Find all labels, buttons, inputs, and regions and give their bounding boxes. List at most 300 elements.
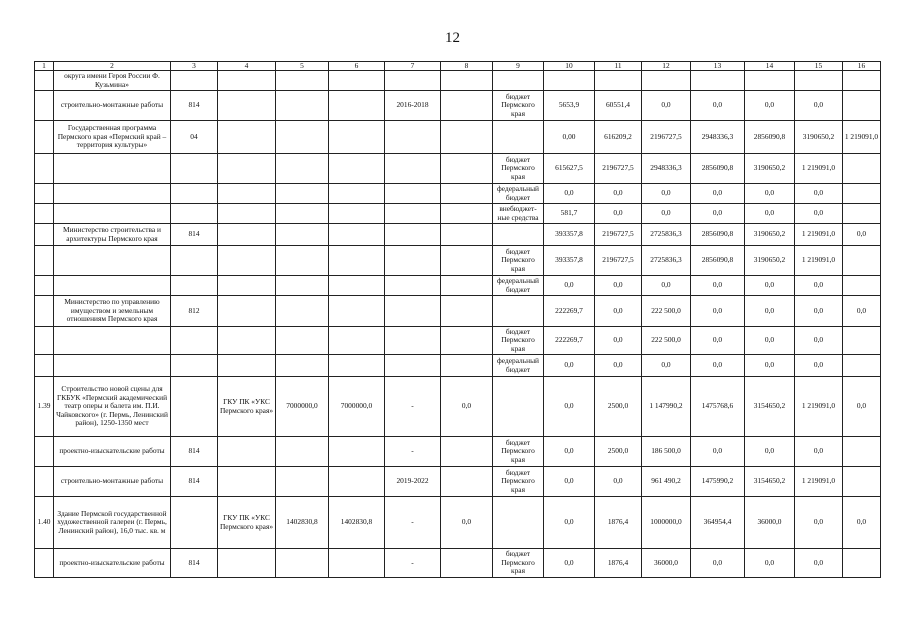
table-cell: 0,0 — [691, 276, 745, 296]
table-cell — [329, 121, 385, 154]
table-cell — [329, 91, 385, 121]
table-cell — [385, 204, 441, 224]
header-cell: 10 — [544, 62, 595, 71]
table-row — [35, 91, 881, 121]
table-cell — [441, 355, 493, 377]
table-cell — [171, 327, 218, 355]
table-cell: 0,0 — [795, 437, 843, 467]
header-cell: 14 — [745, 62, 795, 71]
table-cell: 0,0 — [691, 549, 745, 578]
table-row — [35, 276, 881, 296]
table-cell: 7000000,0 — [276, 377, 329, 437]
table-cell — [276, 91, 329, 121]
table-cell: 0,0 — [544, 437, 595, 467]
table-cell — [171, 276, 218, 296]
table-cell: 1475990,2 — [691, 467, 745, 497]
table-cell — [35, 246, 54, 276]
table-cell: 0,0 — [595, 184, 642, 204]
table-cell — [218, 355, 276, 377]
table-cell: 3154650,2 — [745, 377, 795, 437]
table-cell: 0,0 — [691, 184, 745, 204]
table-cell — [171, 184, 218, 204]
page-number: 12 — [445, 30, 460, 46]
table-cell — [171, 497, 218, 549]
table-cell — [441, 549, 493, 578]
table-cell — [843, 467, 881, 497]
table-cell: 0,0 — [642, 276, 691, 296]
table-cell: 0,0 — [441, 497, 493, 549]
table-cell: 0,0 — [642, 204, 691, 224]
table-cell — [441, 246, 493, 276]
table-cell: 393357,8 — [544, 246, 595, 276]
table-cell — [843, 71, 881, 91]
table-cell: 1 219091,0 — [795, 467, 843, 497]
table-cell — [276, 246, 329, 276]
header-cell: 2 — [54, 62, 171, 71]
table-cell: 0,0 — [642, 184, 691, 204]
table-row — [35, 184, 881, 204]
table-row — [35, 327, 881, 355]
table-cell — [276, 276, 329, 296]
table-cell — [276, 154, 329, 184]
table-cell: 814 — [171, 467, 218, 497]
table-cell: 0,0 — [745, 355, 795, 377]
table-cell — [218, 184, 276, 204]
table-row — [35, 224, 881, 246]
table-cell: 0,0 — [745, 549, 795, 578]
table-cell: 364954,4 — [691, 497, 745, 549]
table-cell: 2725836,3 — [642, 246, 691, 276]
table-cell: 7000000,0 — [329, 377, 385, 437]
table-cell — [544, 71, 595, 91]
table-cell: проектно-изыскательские работы — [54, 437, 171, 467]
table-cell — [54, 204, 171, 224]
table-cell: 0,0 — [795, 355, 843, 377]
table-cell: 2856090,8 — [691, 154, 745, 184]
table-cell — [329, 467, 385, 497]
table-cell — [329, 549, 385, 578]
table-cell: 1402830,8 — [276, 497, 329, 549]
table-cell: 1 219091,0 — [795, 246, 843, 276]
table-cell — [218, 467, 276, 497]
table-cell: 1475768,6 — [691, 377, 745, 437]
table-cell: 0,0 — [691, 91, 745, 121]
table-cell — [493, 377, 544, 437]
table-cell: 0,0 — [843, 296, 881, 327]
table-cell: 2196727,5 — [595, 154, 642, 184]
table-cell: 04 — [171, 121, 218, 154]
table-cell: 0,0 — [544, 497, 595, 549]
table-cell: 222269,7 — [544, 327, 595, 355]
table-cell — [35, 437, 54, 467]
table-cell: округа имени Героя России Ф. Кузьмина» — [54, 71, 171, 91]
table-cell: федеральный бюджет — [493, 355, 544, 377]
table-cell — [329, 276, 385, 296]
table-cell: 0,0 — [795, 497, 843, 549]
header-cell: 1 — [35, 62, 54, 71]
table-cell — [218, 327, 276, 355]
table-cell: 0,0 — [544, 276, 595, 296]
table-row — [35, 355, 881, 377]
table-cell — [35, 91, 54, 121]
table-cell: 3190650,2 — [745, 246, 795, 276]
table-row — [35, 154, 881, 184]
table-cell — [843, 327, 881, 355]
table-cell — [54, 154, 171, 184]
table-cell: 0,0 — [745, 184, 795, 204]
table-cell — [493, 296, 544, 327]
table-cell: 0,0 — [795, 549, 843, 578]
table-cell — [329, 327, 385, 355]
table-cell: 2948336,3 — [642, 154, 691, 184]
table-cell: 0,0 — [544, 355, 595, 377]
table-cell: 0,0 — [595, 296, 642, 327]
table-row — [35, 377, 881, 437]
header-cell: 5 — [276, 62, 329, 71]
table-cell — [276, 327, 329, 355]
table-cell — [35, 224, 54, 246]
table-cell: - — [385, 497, 441, 549]
table-cell: 2500,0 — [595, 377, 642, 437]
table-cell: 1000000,0 — [642, 497, 691, 549]
table-row — [35, 467, 881, 497]
header-cell: 15 — [795, 62, 843, 71]
table-cell: строительно-монтажные работы — [54, 91, 171, 121]
table-cell: 1876,4 — [595, 497, 642, 549]
table-cell: 2725836,3 — [642, 224, 691, 246]
table-cell: 0,0 — [745, 327, 795, 355]
table-cell: 0,0 — [795, 276, 843, 296]
table-cell: 2500,0 — [595, 437, 642, 467]
table-cell: бюджет Пермского края — [493, 246, 544, 276]
header-cell: 9 — [493, 62, 544, 71]
table-cell: 1 147990,2 — [642, 377, 691, 437]
table-cell — [35, 296, 54, 327]
table-cell — [35, 467, 54, 497]
table-cell: ГКУ ПК «УКС Пермского края» — [218, 377, 276, 437]
table-cell — [329, 355, 385, 377]
table-cell — [218, 437, 276, 467]
table-cell — [691, 71, 745, 91]
table-cell: 3190650,2 — [745, 224, 795, 246]
table-cell — [35, 276, 54, 296]
header-cell: 12 — [642, 62, 691, 71]
table-cell: 222269,7 — [544, 296, 595, 327]
table-cell — [385, 355, 441, 377]
table-cell: Строительство новой сцены для ГКБУК «Пермский академический театр оперы и балета им. П.И. Чайковского» (г. Пермь, Ленинский район), 1250-1350 мест — [54, 377, 171, 437]
table-cell — [276, 224, 329, 246]
table-cell — [171, 154, 218, 184]
table-cell — [493, 497, 544, 549]
table-cell — [493, 71, 544, 91]
table-cell — [385, 121, 441, 154]
table-cell — [218, 276, 276, 296]
table-cell: бюджет Пермского края — [493, 154, 544, 184]
table-cell: Министерство по управлению имуществом и земельным отношениям Пермского края — [54, 296, 171, 327]
table-cell — [441, 121, 493, 154]
table-cell: 616209,2 — [595, 121, 642, 154]
table-cell: бюджет Пермского края — [493, 91, 544, 121]
table-cell — [218, 204, 276, 224]
table-cell — [171, 355, 218, 377]
table-cell — [441, 154, 493, 184]
table-cell: 0,0 — [691, 437, 745, 467]
table-cell: 0,0 — [642, 355, 691, 377]
table-cell — [441, 91, 493, 121]
table-cell: 1 219091,0 — [843, 121, 881, 154]
table-cell: 0,0 — [595, 467, 642, 497]
table-cell — [35, 154, 54, 184]
table-cell — [218, 246, 276, 276]
table-cell: 0,0 — [691, 204, 745, 224]
table-cell — [276, 296, 329, 327]
table-cell: 814 — [171, 437, 218, 467]
table-cell: 0,00 — [544, 121, 595, 154]
table-cell — [843, 91, 881, 121]
table-cell: 222 500,0 — [642, 296, 691, 327]
table-cell: федеральный бюджет — [493, 276, 544, 296]
table-cell — [329, 184, 385, 204]
table-cell — [276, 184, 329, 204]
table-cell: 0,0 — [441, 377, 493, 437]
table-cell — [441, 224, 493, 246]
table-cell — [218, 549, 276, 578]
table-cell — [35, 549, 54, 578]
table-cell — [54, 355, 171, 377]
table-cell: строительно-монтажные работы — [54, 467, 171, 497]
table-cell — [35, 355, 54, 377]
table-row — [35, 246, 881, 276]
table-cell — [329, 437, 385, 467]
table-cell: 0,0 — [595, 327, 642, 355]
table-cell: проектно-изыскательские работы — [54, 549, 171, 578]
table-cell — [54, 246, 171, 276]
table-cell: 1 219091,0 — [795, 377, 843, 437]
table-cell — [441, 327, 493, 355]
table-cell: 0,0 — [745, 276, 795, 296]
header-cell: 6 — [329, 62, 385, 71]
table-cell: 0,0 — [595, 355, 642, 377]
table-cell — [329, 296, 385, 327]
header-cell: 11 — [595, 62, 642, 71]
table-cell: Государственная программа Пермского края «Пермский край – территория культуры» — [54, 121, 171, 154]
header-cell: 8 — [441, 62, 493, 71]
table-cell: - — [385, 549, 441, 578]
table-cell: Министерство строительства и архитектуры Пермского края — [54, 224, 171, 246]
table-cell — [385, 71, 441, 91]
table-cell: 961 490,2 — [642, 467, 691, 497]
table-row — [35, 437, 881, 467]
table-cell: 0,0 — [544, 184, 595, 204]
table-cell — [441, 437, 493, 467]
table-cell: 0,0 — [595, 204, 642, 224]
table-cell: 2016-2018 — [385, 91, 441, 121]
table-row — [35, 71, 881, 91]
table-cell — [843, 204, 881, 224]
table-cell: 3154650,2 — [745, 467, 795, 497]
table-cell — [218, 121, 276, 154]
table-cell: 0,0 — [843, 377, 881, 437]
table-cell: 0,0 — [843, 224, 881, 246]
table-row — [35, 549, 881, 578]
table-cell: внебюджет-ные средства — [493, 204, 544, 224]
table-cell: 2196727,5 — [595, 246, 642, 276]
table-cell — [35, 184, 54, 204]
table-cell — [441, 204, 493, 224]
table-cell — [385, 276, 441, 296]
table-cell: 1 219091,0 — [795, 224, 843, 246]
table-cell: 2019-2022 — [385, 467, 441, 497]
table-row — [35, 121, 881, 154]
table-cell — [595, 71, 642, 91]
table-cell: 0,0 — [642, 91, 691, 121]
table-cell — [441, 467, 493, 497]
table-cell: 0,0 — [544, 377, 595, 437]
table-cell: 581,7 — [544, 204, 595, 224]
table-cell — [54, 276, 171, 296]
table-row — [35, 497, 881, 549]
table-cell: 0,0 — [795, 327, 843, 355]
table-cell — [385, 246, 441, 276]
table-cell: 2856090,8 — [745, 121, 795, 154]
table-cell — [843, 549, 881, 578]
table-cell — [385, 327, 441, 355]
table-cell: 615627,5 — [544, 154, 595, 184]
table-row — [35, 204, 881, 224]
table-cell — [276, 355, 329, 377]
table-cell: 0,0 — [795, 91, 843, 121]
table-cell: 0,0 — [795, 204, 843, 224]
table-cell — [218, 71, 276, 91]
table-cell — [54, 327, 171, 355]
table-cell — [329, 224, 385, 246]
table-cell — [276, 437, 329, 467]
table-cell — [171, 246, 218, 276]
table-cell — [218, 91, 276, 121]
table-cell — [385, 184, 441, 204]
table-cell: федеральный бюджет — [493, 184, 544, 204]
table-cell — [54, 184, 171, 204]
table-cell — [171, 377, 218, 437]
table-cell: 3190650,2 — [745, 154, 795, 184]
table-cell — [218, 296, 276, 327]
table-cell: 814 — [171, 91, 218, 121]
table-cell: 1 219091,0 — [795, 154, 843, 184]
table-cell: 60551,4 — [595, 91, 642, 121]
table-cell — [218, 154, 276, 184]
table-cell — [276, 549, 329, 578]
table-cell — [441, 276, 493, 296]
table-cell: ГКУ ПК «УКС Пермского края» — [218, 497, 276, 549]
table-cell: 812 — [171, 296, 218, 327]
table-cell: 2948336,3 — [691, 121, 745, 154]
table-cell — [843, 246, 881, 276]
table-cell: 0,0 — [745, 204, 795, 224]
table-cell: 1402830,8 — [329, 497, 385, 549]
table-cell: бюджет Пермского края — [493, 467, 544, 497]
table-cell — [493, 224, 544, 246]
table-cell — [843, 184, 881, 204]
table-cell: 36000,0 — [745, 497, 795, 549]
table-cell: 0,0 — [691, 327, 745, 355]
table-cell: 2856090,8 — [691, 224, 745, 246]
table-cell — [441, 71, 493, 91]
table-cell — [329, 246, 385, 276]
table-cell: 814 — [171, 224, 218, 246]
table-cell — [642, 71, 691, 91]
table-cell — [493, 121, 544, 154]
table-cell — [276, 121, 329, 154]
table-cell: - — [385, 437, 441, 467]
table-cell: 36000,0 — [642, 549, 691, 578]
table-cell: 1876,4 — [595, 549, 642, 578]
table-cell — [35, 121, 54, 154]
table-cell: 2856090,8 — [691, 246, 745, 276]
table-cell: 393357,8 — [544, 224, 595, 246]
table-cell — [385, 224, 441, 246]
table-cell — [843, 154, 881, 184]
table-cell: 0,0 — [843, 497, 881, 549]
table-cell: 0,0 — [691, 355, 745, 377]
table-cell — [843, 355, 881, 377]
table-cell — [441, 296, 493, 327]
table-cell: бюджет Пермского края — [493, 549, 544, 578]
table-cell — [218, 224, 276, 246]
table-cell: 2196727,5 — [642, 121, 691, 154]
table-cell — [745, 71, 795, 91]
table-cell — [795, 71, 843, 91]
table-cell: 0,0 — [595, 276, 642, 296]
table-cell: 0,0 — [544, 549, 595, 578]
table-cell: 0,0 — [795, 184, 843, 204]
table-cell — [35, 204, 54, 224]
table-cell: 3190650,2 — [795, 121, 843, 154]
table-cell: Здание Пермской государственной художественной галереи (г. Пермь, Ленинский район), 16,0 тыс. кв. м — [54, 497, 171, 549]
header-cell: 13 — [691, 62, 745, 71]
table-cell — [329, 204, 385, 224]
table-cell: 0,0 — [745, 296, 795, 327]
table-cell: бюджет Пермского края — [493, 437, 544, 467]
table-cell: 814 — [171, 549, 218, 578]
table-cell — [171, 71, 218, 91]
table-cell: 0,0 — [795, 296, 843, 327]
table-cell — [843, 276, 881, 296]
header-cell: 7 — [385, 62, 441, 71]
table-cell — [276, 71, 329, 91]
header-cell: 3 — [171, 62, 218, 71]
table-cell: - — [385, 377, 441, 437]
table-cell — [276, 467, 329, 497]
budget-table — [34, 61, 881, 578]
table-cell — [329, 154, 385, 184]
table-cell: 222 500,0 — [642, 327, 691, 355]
table-cell: 1.39 — [35, 377, 54, 437]
table-cell: 0,0 — [544, 467, 595, 497]
table-row — [35, 296, 881, 327]
table-cell — [385, 296, 441, 327]
table-cell: 5653,9 — [544, 91, 595, 121]
table-cell — [35, 71, 54, 91]
table-cell: 0,0 — [745, 91, 795, 121]
header-cell: 4 — [218, 62, 276, 71]
table-cell — [843, 437, 881, 467]
header-row — [35, 62, 881, 71]
table-cell — [276, 204, 329, 224]
table-cell: 0,0 — [691, 296, 745, 327]
header-cell: 16 — [843, 62, 881, 71]
table-cell: 1.40 — [35, 497, 54, 549]
table-cell: бюджет Пермского края — [493, 327, 544, 355]
